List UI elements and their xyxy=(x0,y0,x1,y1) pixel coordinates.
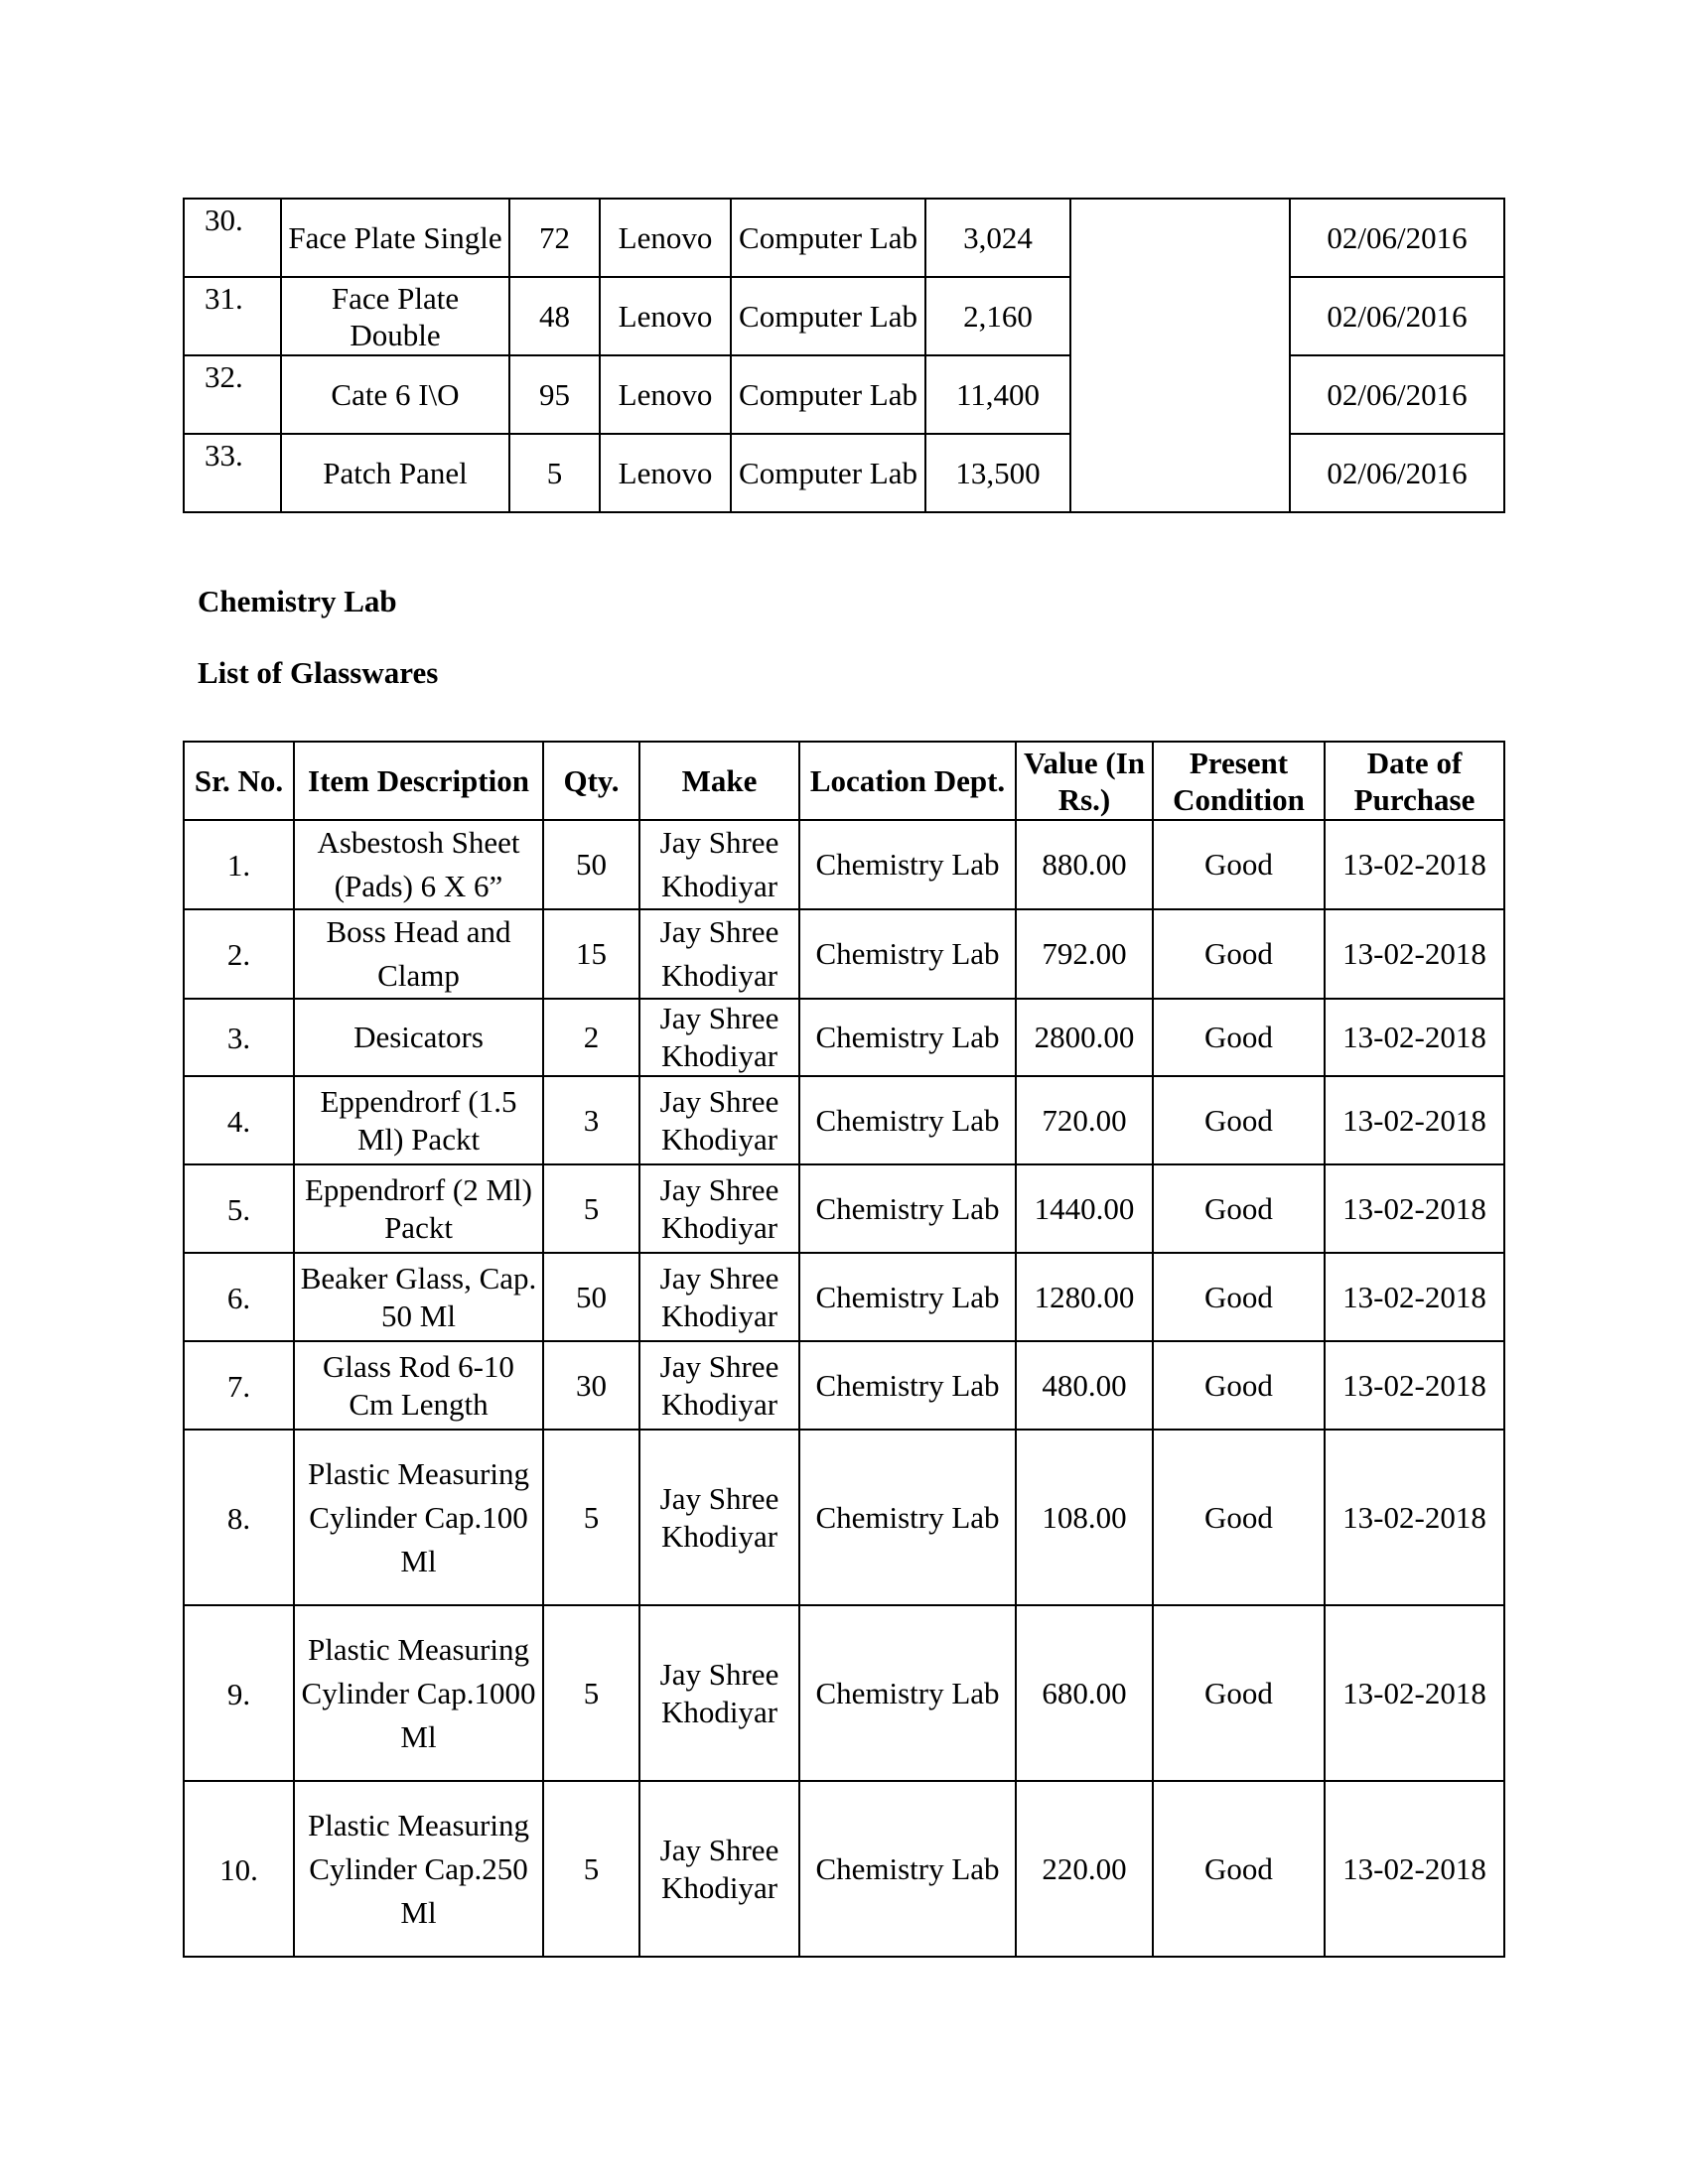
location-cell: Chemistry Lab xyxy=(799,1253,1016,1341)
date-cell: 13-02-2018 xyxy=(1325,1076,1504,1164)
condition-cell: Good xyxy=(1153,1076,1325,1164)
column-header-condition: Present Condition xyxy=(1153,742,1325,820)
location-cell: Computer Lab xyxy=(731,434,925,512)
table-row xyxy=(184,1430,1504,1605)
sr-no-cell: 10. xyxy=(184,1781,294,1957)
table-row xyxy=(184,1253,1504,1341)
location-cell: Computer Lab xyxy=(731,355,925,434)
location-cell: Chemistry Lab xyxy=(799,820,1016,909)
location-cell: Chemistry Lab xyxy=(799,1076,1016,1164)
section-title: Chemistry Lab xyxy=(198,584,397,618)
table-row xyxy=(184,1164,1504,1253)
make-cell: Jay Shree Khodiyar xyxy=(639,1781,799,1957)
item-description-cell: Eppendrorf (1.5 Ml) Packt xyxy=(294,1076,543,1164)
date-cell: 13-02-2018 xyxy=(1325,1253,1504,1341)
qty-cell: 5 xyxy=(543,1781,639,1957)
condition-cell: Good xyxy=(1153,1253,1325,1341)
date-cell: 13-02-2018 xyxy=(1325,820,1504,909)
item-description-cell: Cate 6 I\O xyxy=(281,355,509,434)
table-row xyxy=(184,1605,1504,1781)
location-cell: Chemistry Lab xyxy=(799,999,1016,1076)
location-cell: Computer Lab xyxy=(731,277,925,355)
condition-cell: Good xyxy=(1153,1164,1325,1253)
sr-no-cell: 1. xyxy=(184,820,294,909)
date-cell: 13-02-2018 xyxy=(1325,1341,1504,1430)
qty-cell: 2 xyxy=(543,999,639,1076)
make-cell: Jay Shree Khodiyar xyxy=(639,1430,799,1605)
value-cell: 2800.00 xyxy=(1016,999,1153,1076)
make-cell: Lenovo xyxy=(600,199,731,277)
make-cell: Jay Shree Khodiyar xyxy=(639,1076,799,1164)
table-row xyxy=(184,999,1504,1076)
column-header-location: Location Dept. xyxy=(799,742,1016,820)
make-cell: Jay Shree Khodiyar xyxy=(639,820,799,909)
qty-cell: 95 xyxy=(509,355,600,434)
qty-cell: 48 xyxy=(509,277,600,355)
table-row xyxy=(184,909,1504,999)
table-row xyxy=(184,277,1504,355)
location-cell: Chemistry Lab xyxy=(799,909,1016,999)
column-header-item-description: Item Description xyxy=(294,742,543,820)
sr-no-cell: 9. xyxy=(184,1605,294,1781)
location-cell: Chemistry Lab xyxy=(799,1781,1016,1957)
item-description-cell: Desicators xyxy=(294,999,543,1076)
item-description-cell: Beaker Glass, Cap. 50 Ml xyxy=(294,1253,543,1341)
condition-cell: Good xyxy=(1153,1781,1325,1957)
make-cell: Lenovo xyxy=(600,277,731,355)
item-description-cell: Eppendrorf (2 Ml) Packt xyxy=(294,1164,543,1253)
qty-cell: 50 xyxy=(543,820,639,909)
table-row xyxy=(184,1076,1504,1164)
condition-cell: Good xyxy=(1153,1341,1325,1430)
qty-cell: 30 xyxy=(543,1341,639,1430)
qty-cell: 5 xyxy=(543,1164,639,1253)
condition-cell: Good xyxy=(1153,999,1325,1076)
value-cell: 13,500 xyxy=(925,434,1070,512)
condition-cell xyxy=(1070,199,1290,512)
sr-no-cell: 30. xyxy=(184,199,281,277)
column-header-qty: Qty. xyxy=(543,742,639,820)
table-row xyxy=(184,820,1504,909)
date-cell: 02/06/2016 xyxy=(1290,199,1504,277)
value-cell: 480.00 xyxy=(1016,1341,1153,1430)
sr-no-cell: 32. xyxy=(184,355,281,434)
sr-no-cell: 31. xyxy=(184,277,281,355)
date-cell: 02/06/2016 xyxy=(1290,434,1504,512)
location-cell: Computer Lab xyxy=(731,199,925,277)
table-row xyxy=(184,434,1504,512)
qty-cell: 5 xyxy=(543,1605,639,1781)
location-cell: Chemistry Lab xyxy=(799,1341,1016,1430)
qty-cell: 15 xyxy=(543,909,639,999)
item-description-cell: Glass Rod 6-10 Cm Length xyxy=(294,1341,543,1430)
list-title: List of Glasswares xyxy=(198,655,439,690)
qty-cell: 72 xyxy=(509,199,600,277)
date-cell: 13-02-2018 xyxy=(1325,1605,1504,1781)
item-description-cell: Boss Head and Clamp xyxy=(294,909,543,999)
sr-no-cell: 5. xyxy=(184,1164,294,1253)
make-cell: Lenovo xyxy=(600,355,731,434)
table-header-row xyxy=(184,742,1504,820)
value-cell: 220.00 xyxy=(1016,1781,1153,1957)
location-cell: Chemistry Lab xyxy=(799,1430,1016,1605)
sr-no-cell: 4. xyxy=(184,1076,294,1164)
condition-cell: Good xyxy=(1153,1430,1325,1605)
make-cell: Jay Shree Khodiyar xyxy=(639,909,799,999)
sr-no-cell: 6. xyxy=(184,1253,294,1341)
item-description-cell: Plastic Measuring Cylinder Cap.250 Ml xyxy=(294,1781,543,1957)
item-description-cell: Face Plate Double xyxy=(281,277,509,355)
value-cell: 3,024 xyxy=(925,199,1070,277)
sr-no-cell: 8. xyxy=(184,1430,294,1605)
make-cell: Lenovo xyxy=(600,434,731,512)
make-cell: Jay Shree Khodiyar xyxy=(639,1164,799,1253)
table-row xyxy=(184,1341,1504,1430)
make-cell: Jay Shree Khodiyar xyxy=(639,1341,799,1430)
value-cell: 1440.00 xyxy=(1016,1164,1153,1253)
date-cell: 13-02-2018 xyxy=(1325,909,1504,999)
column-header-date: Date of Purchase xyxy=(1325,742,1504,820)
date-cell: 13-02-2018 xyxy=(1325,1781,1504,1957)
item-description-cell: Plastic Measuring Cylinder Cap.100 Ml xyxy=(294,1430,543,1605)
value-cell: 792.00 xyxy=(1016,909,1153,999)
make-cell: Jay Shree Khodiyar xyxy=(639,1605,799,1781)
date-cell: 13-02-2018 xyxy=(1325,1164,1504,1253)
date-cell: 13-02-2018 xyxy=(1325,1430,1504,1605)
sr-no-cell: 3. xyxy=(184,999,294,1076)
value-cell: 2,160 xyxy=(925,277,1070,355)
item-description-cell: Plastic Measuring Cylinder Cap.1000 Ml xyxy=(294,1605,543,1781)
value-cell: 1280.00 xyxy=(1016,1253,1153,1341)
column-header-sr-no: Sr. No. xyxy=(184,742,294,820)
date-cell: 02/06/2016 xyxy=(1290,277,1504,355)
computer-lab-table xyxy=(183,198,1505,513)
condition-cell: Good xyxy=(1153,820,1325,909)
value-cell: 720.00 xyxy=(1016,1076,1153,1164)
condition-cell: Good xyxy=(1153,909,1325,999)
location-cell: Chemistry Lab xyxy=(799,1164,1016,1253)
table-row xyxy=(184,355,1504,434)
location-cell: Chemistry Lab xyxy=(799,1605,1016,1781)
sr-no-cell: 33. xyxy=(184,434,281,512)
column-header-make: Make xyxy=(639,742,799,820)
sr-no-cell: 2. xyxy=(184,909,294,999)
value-cell: 680.00 xyxy=(1016,1605,1153,1781)
value-cell: 108.00 xyxy=(1016,1430,1153,1605)
qty-cell: 3 xyxy=(543,1076,639,1164)
sr-no-cell: 7. xyxy=(184,1341,294,1430)
glasswares-table xyxy=(183,741,1505,1958)
item-description-cell: Face Plate Single xyxy=(281,199,509,277)
qty-cell: 50 xyxy=(543,1253,639,1341)
item-description-cell: Asbestosh Sheet (Pads) 6 X 6” xyxy=(294,820,543,909)
value-cell: 11,400 xyxy=(925,355,1070,434)
date-cell: 02/06/2016 xyxy=(1290,355,1504,434)
column-header-value: Value (In Rs.) xyxy=(1016,742,1153,820)
item-description-cell: Patch Panel xyxy=(281,434,509,512)
condition-cell: Good xyxy=(1153,1605,1325,1781)
qty-cell: 5 xyxy=(509,434,600,512)
date-cell: 13-02-2018 xyxy=(1325,999,1504,1076)
make-cell: Jay Shree Khodiyar xyxy=(639,1253,799,1341)
value-cell: 880.00 xyxy=(1016,820,1153,909)
qty-cell: 5 xyxy=(543,1430,639,1605)
make-cell: Jay Shree Khodiyar xyxy=(639,999,799,1076)
table-row xyxy=(184,199,1504,277)
table-row xyxy=(184,1781,1504,1957)
